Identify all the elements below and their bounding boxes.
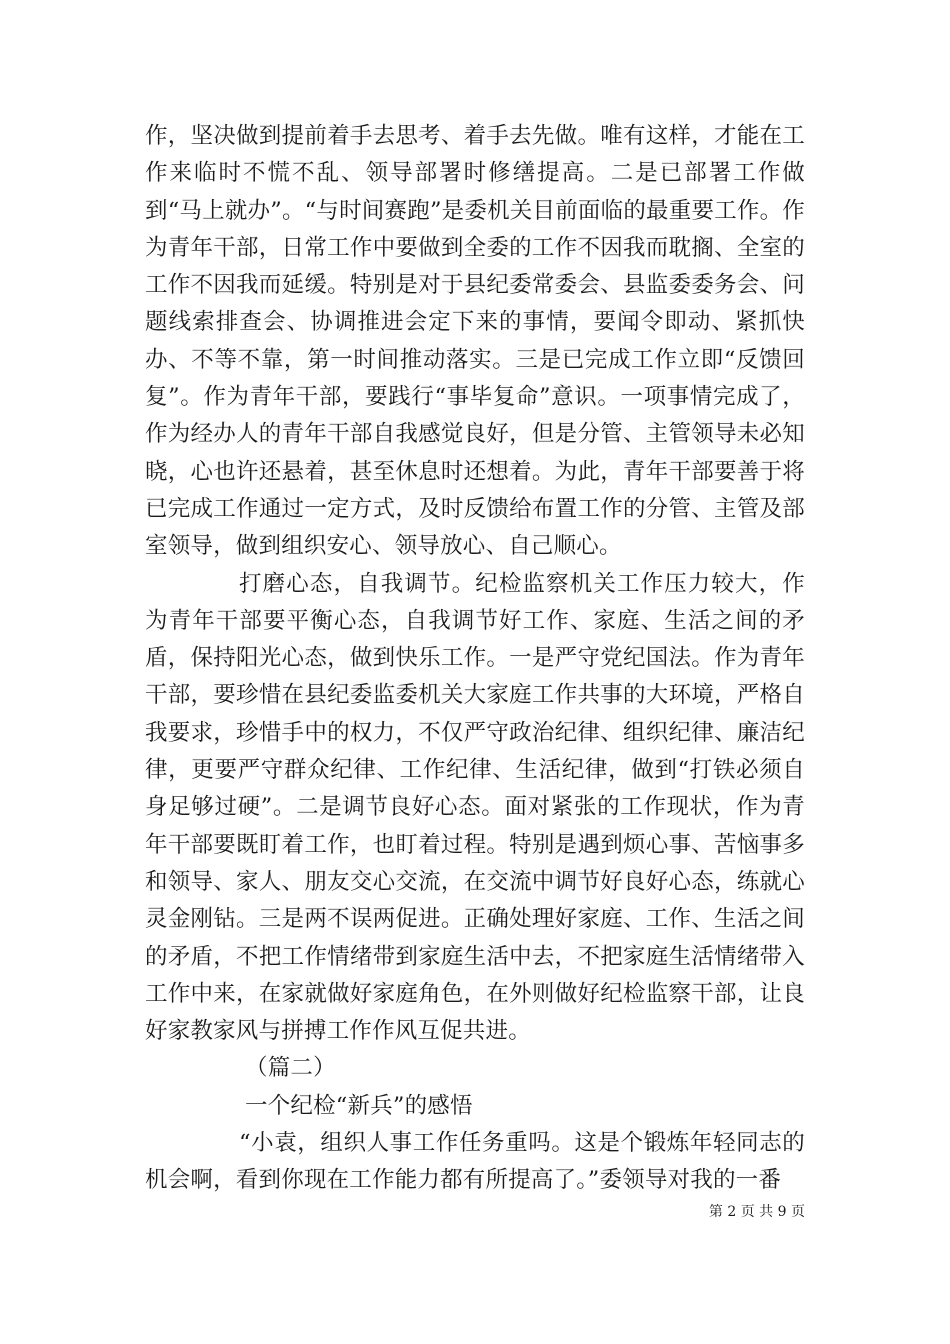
document-body: [145, 118, 805, 1200]
paragraph-opening-quote: “小袁，组织人事工作任务重吗。这是个锻炼年轻同志的机会啊，看到你现在工作能力都有所提高了。”委领导对我的一番: [145, 1130, 805, 1194]
paragraph-mindset-adjustment: 打磨心态，自我调节。纪检监察机关工作压力较大，作为青年干部要平衡心态，自我调节好工作、家庭、生活之间的矛盾，保持阳光心态，做到快乐工作。一是严守党纪国法。作为青年干部，要珍惜在县纪委监委机关大家庭工作共事的大环境，严格自我要求，珍惜手中的权力，不仅严守政治纪律、组织纪律、廉洁纪律，更要严守群众纪律、工作纪律、生活纪律，做到“打铁必须自身足够过硬”。二是调节良好心态。面对紧张的工作现状，作为青年干部要既盯着工作，也盯着过程。特别是遇到烦心事、苦恼事多和领导、家人、朋友交心交流，在交流中调节好良好心态，练就心灵金刚钻。三是两不误两促进。正确处理好家庭、工作、生活之间的矛盾，不把工作情绪带到家庭生活中去，不把家庭生活情绪带入工作中来，在家就做好家庭角色，在外则做好纪检监察干部，让良好家教家风与拼搏工作作风互促共进。: [145, 570, 805, 1045]
section-label: （篇二）: [245, 1055, 336, 1082]
article-title: 一个纪检“新兵”的感悟: [245, 1092, 473, 1119]
paragraph-work-execution: 作，坚决做到提前着手去思考、着手去先做。唯有这样，才能在工作来临时不慌不乱、领导部署时修缮提高。二是已部署工作做到“马上就办”。“与时间赛跑”是委机关目前面临的最重要工作。作为青年干部，日常工作中要做到全委的工作不因我而耽搁、全室的工作不因我而延缓。特别是对于县纪委常委会、县监委委务会、问题线索排查会、协调推进会定下来的事情，要闻令即动、紧抓快办、不等不靠，第一时间推动落实。三是已完成工作立即“反馈回复”。作为青年干部，要践行“事毕复命”意识。一项事情完成了，作为经办人的青年干部自我感觉良好，但是分管、主管领导未必知晓，心也许还悬着，甚至休息时还想着。为此，青年干部要善于将已完成工作通过一定方式，及时反馈给布置工作的分管、主管及部室领导，做到组织安心、领导放心、自己顺心。: [145, 123, 805, 560]
page-number-footer: 第 2 页 共 9 页: [708, 1204, 805, 1220]
